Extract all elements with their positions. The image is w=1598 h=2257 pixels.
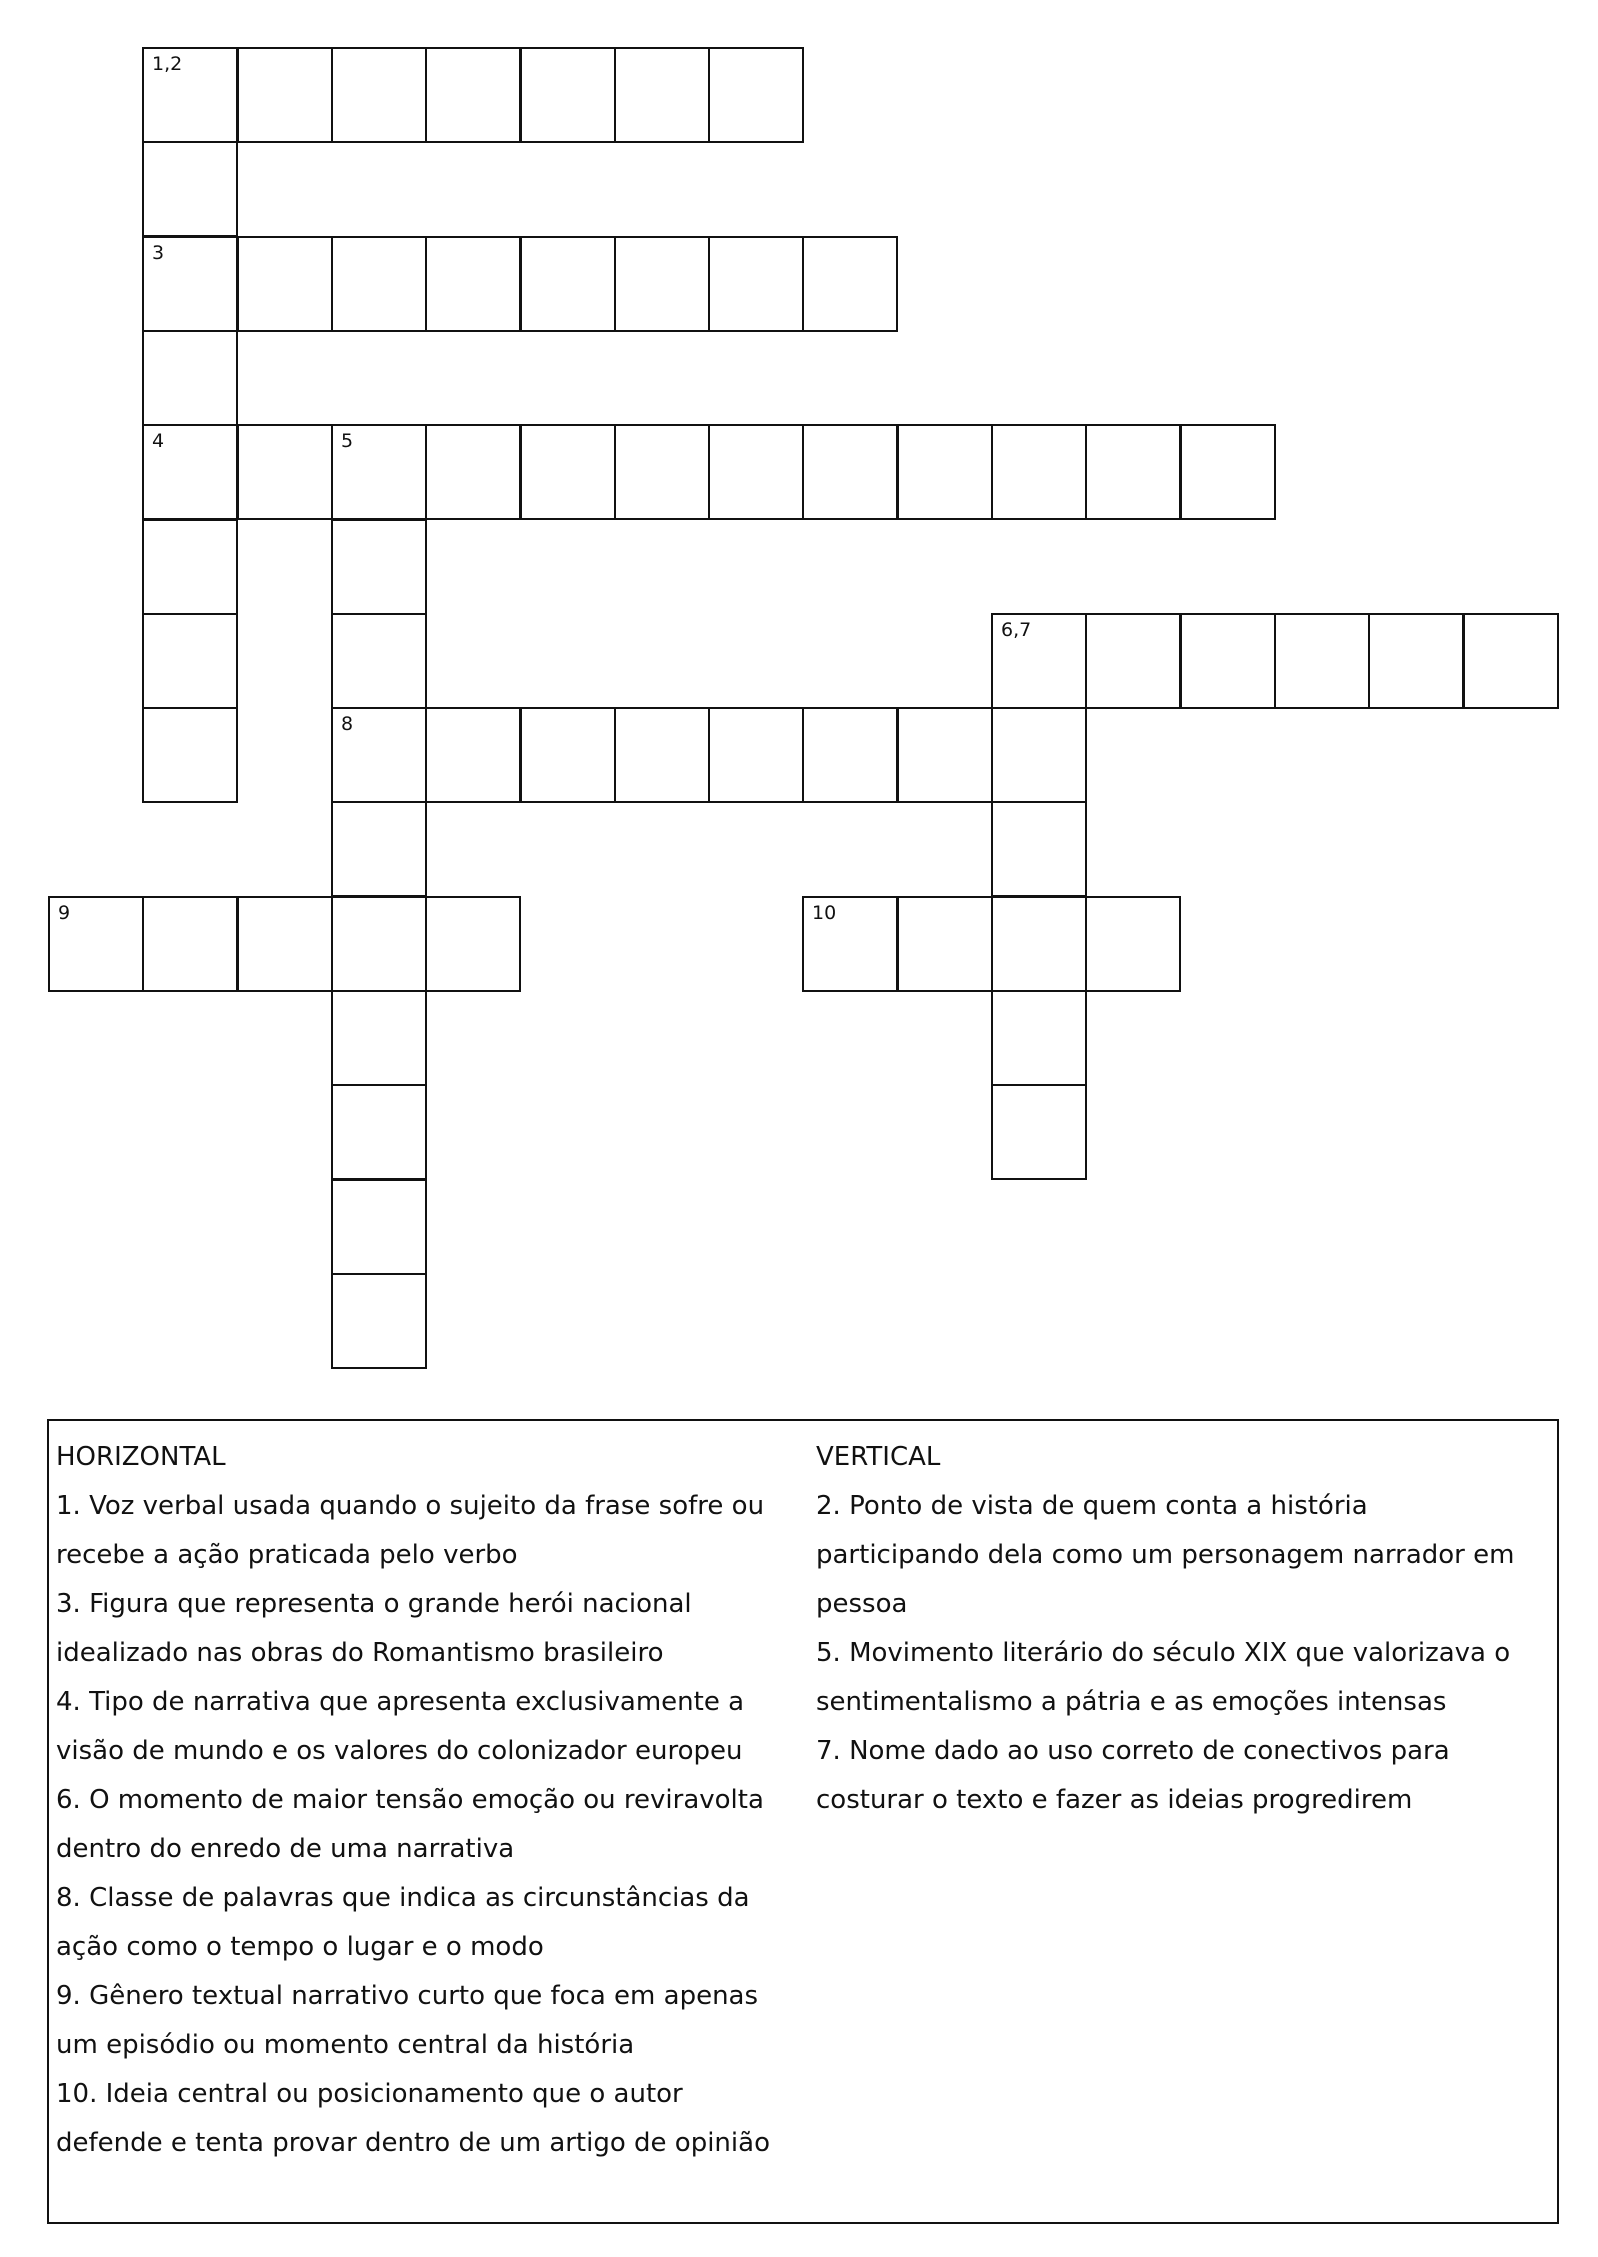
crossword-cell[interactable] [991,613,1087,709]
crossword-cell[interactable] [142,141,238,237]
horizontal-clue-line: 9. Gênero textual narrativo curto que foca em apenas [56,1981,759,2011]
crossword-cell[interactable] [331,801,427,897]
vertical-clue-line: 2. Ponto de vista de quem conta a história [816,1491,1368,1521]
horizontal-clue-line: visão de mundo e os valores do colonizador europeu [56,1736,743,1766]
crossword-cell[interactable] [520,424,616,520]
vertical-clue-line: 7. Nome dado ao uso correto de conectivos para [816,1736,1450,1766]
crossword-cell[interactable] [614,47,710,143]
horizontal-clues [56,1433,806,2168]
clue-number: 9 [58,902,71,924]
horizontal-clue-line: 3. Figura que representa o grande herói nacional [56,1589,692,1619]
crossword-cell[interactable] [142,896,238,992]
vertical-clue-line: participando dela como um personagem narrador em [816,1540,1515,1570]
crossword-cell[interactable] [142,519,238,615]
vertical-clue-line: 5. Movimento literário do século XIX que valorizava o [816,1638,1511,1668]
crossword-cell[interactable] [331,613,427,709]
crossword-cell[interactable] [142,424,238,520]
clue-number: 8 [341,713,354,735]
horizontal-clue-line: 6. O momento de maior tensão emoção ou reviravolta [56,1785,764,1815]
crossword-cell[interactable] [614,424,710,520]
crossword-cell[interactable] [142,613,238,709]
crossword-cell[interactable] [708,47,804,143]
crossword-cell[interactable] [991,424,1087,520]
horizontal-clue-line: ação como o tempo o lugar e o modo [56,1932,544,1962]
crossword-cell[interactable] [802,424,898,520]
crossword-cell[interactable] [1085,613,1181,709]
crossword-cell[interactable] [991,801,1087,897]
horizontal-clue-line: 4. Tipo de narrativa que apresenta exclusivamente a [56,1687,745,1717]
horizontal-clue-line: idealizado nas obras do Romantismo brasileiro [56,1638,664,1668]
horizontal-clue-line: 8. Classe de palavras que indica as circunstâncias da [56,1883,750,1913]
crossword-cell[interactable] [1463,613,1559,709]
crossword-cell[interactable] [425,896,521,992]
horizontal-clue-line: 1. Voz verbal usada quando o sujeito da frase sofre ou [56,1491,765,1521]
crossword-cell[interactable] [897,896,993,992]
crossword-cell[interactable] [331,1179,427,1275]
crossword-cell[interactable] [802,707,898,803]
clue-number: 10 [812,902,837,924]
crossword-cell[interactable] [331,519,427,615]
vertical-clue-line: sentimentalismo a pátria e as emoções intensas [816,1687,1447,1717]
crossword-cell[interactable] [48,896,144,992]
crossword-cell[interactable] [991,896,1087,992]
crossword-cell[interactable] [897,707,993,803]
clue-number: 5 [341,430,354,452]
horizontal-clue-line: um episódio ou momento central da história [56,2030,635,2060]
vertical-clues [816,1433,1556,1825]
vertical-heading: VERTICAL [816,1442,941,1472]
crossword-cell[interactable] [331,990,427,1086]
horizontal-heading: HORIZONTAL [56,1442,226,1472]
crossword-cell[interactable] [708,236,804,332]
crossword-cell[interactable] [331,236,427,332]
crossword-cell[interactable] [897,424,993,520]
crossword-cell[interactable] [425,47,521,143]
crossword-cell[interactable] [520,707,616,803]
crossword-cell[interactable] [237,424,333,520]
crossword-cell[interactable] [331,1273,427,1369]
crossword-cell[interactable] [802,236,898,332]
crossword-cell[interactable] [708,424,804,520]
crossword-cell[interactable] [1180,424,1276,520]
crossword-cell[interactable] [1180,613,1276,709]
crossword-cell[interactable] [142,707,238,803]
clue-number: 6,7 [1001,619,1032,641]
crossword-cell[interactable] [425,236,521,332]
crossword-cell[interactable] [425,424,521,520]
crossword-cell[interactable] [331,47,427,143]
crossword-cell[interactable] [614,707,710,803]
crossword-cell[interactable] [237,47,333,143]
crossword-cell[interactable] [708,707,804,803]
horizontal-clue-line: recebe a ação praticada pelo verbo [56,1540,518,1570]
crossword-cell[interactable] [614,236,710,332]
crossword-cell[interactable] [520,47,616,143]
horizontal-clue-line: defende e tenta provar dentro de um artigo de opinião [56,2128,770,2158]
crossword-cell[interactable] [237,236,333,332]
crossword-cell[interactable] [425,707,521,803]
clue-number: 3 [152,242,165,264]
crossword-cell[interactable] [331,896,427,992]
crossword-cell[interactable] [520,236,616,332]
vertical-clue-line: pessoa [816,1589,908,1619]
crossword-cell[interactable] [802,896,898,992]
crossword-cell[interactable] [991,707,1087,803]
clue-number: 1,2 [152,53,183,75]
crossword-cell[interactable] [142,236,238,332]
crossword-cell[interactable] [142,47,238,143]
horizontal-clue-line: dentro do enredo de uma narrativa [56,1834,515,1864]
crossword-cell[interactable] [1274,613,1370,709]
crossword-cell[interactable] [991,990,1087,1086]
crossword-cell[interactable] [1368,613,1464,709]
crossword-cell[interactable] [1085,424,1181,520]
vertical-clue-line: costurar o texto e fazer as ideias progredirem [816,1785,1413,1815]
crossword-cell[interactable] [991,1084,1087,1180]
crossword-cell[interactable] [142,330,238,426]
clue-number: 4 [152,430,165,452]
clues-box [47,1419,1559,2224]
horizontal-clue-line: 10. Ideia central ou posicionamento que o autor [56,2079,683,2109]
crossword-cell[interactable] [331,1084,427,1180]
crossword-cell[interactable] [237,896,333,992]
crossword-cell[interactable] [331,424,427,520]
crossword-cell[interactable] [1085,896,1181,992]
crossword-cell[interactable] [331,707,427,803]
